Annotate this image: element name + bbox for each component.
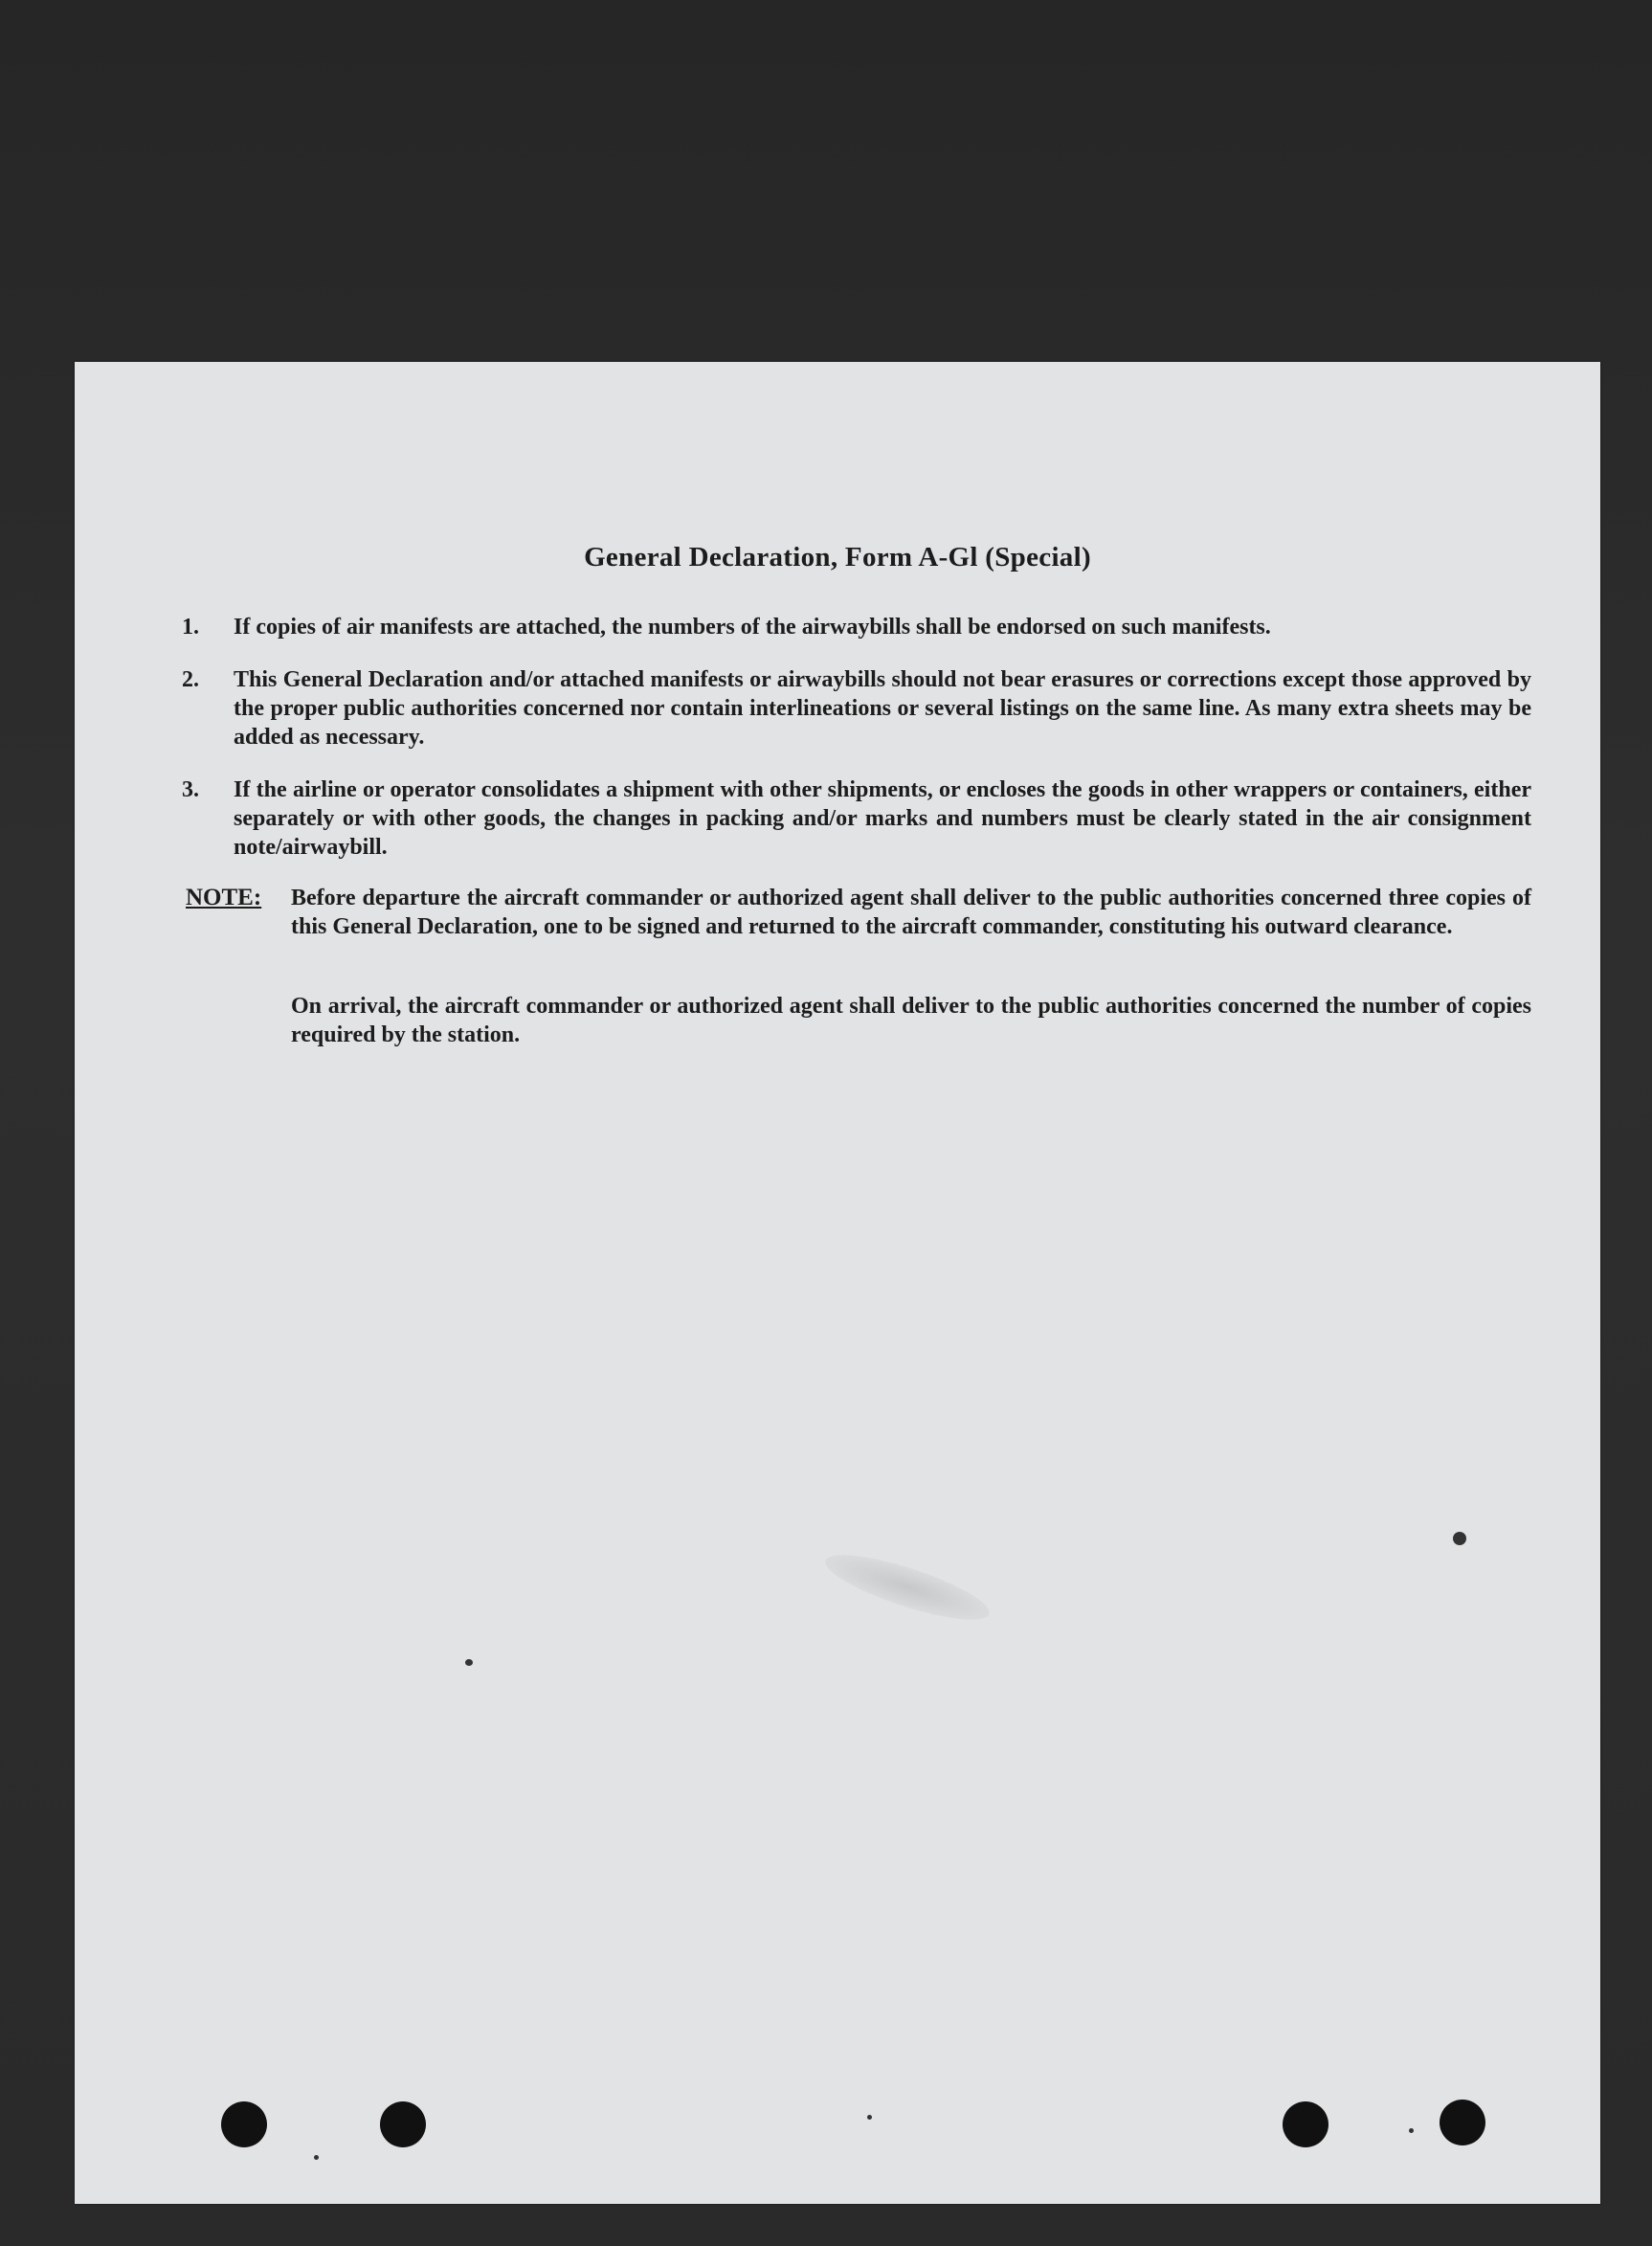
note-paragraph-1: Before departure the aircraft commander or authorized agent shall deliver to the public authorities concerned three copies of this General Declaration, one to be signed and returned to the aircraft commander, constituting his outward clearance. bbox=[291, 886, 1531, 939]
punch-hole bbox=[221, 2101, 267, 2147]
document-page bbox=[75, 362, 1600, 2204]
list-item bbox=[182, 775, 1531, 862]
item-number: 1. bbox=[182, 615, 199, 640]
item-number: 3. bbox=[182, 777, 199, 802]
list-item bbox=[182, 665, 1531, 752]
speck-mark bbox=[1453, 1532, 1466, 1545]
item-text: This General Declaration and/or attached manifests or airwaybills should not bear erasures or corrections except those approved by the proper public authorities concerned nor contain interlineations or several listings on the same line. As many extra sheets may be added as necessary. bbox=[234, 667, 1531, 750]
speck-mark bbox=[465, 1659, 473, 1666]
punch-hole bbox=[380, 2101, 426, 2147]
speck-mark bbox=[1409, 2128, 1414, 2133]
note-paragraph-2: On arrival, the aircraft commander or authorized agent shall deliver to the public authorities concerned the number of copies required by the station. bbox=[291, 994, 1531, 1047]
note-label: NOTE: bbox=[186, 885, 262, 910]
punch-hole bbox=[1440, 2100, 1485, 2145]
note-section bbox=[186, 884, 1531, 941]
speck-mark bbox=[867, 2115, 872, 2120]
item-text: If the airline or operator consolidates a shipment with other shipments, or encloses the goods in other wrappers or containers, either separately or with other goods, the changes in packing and/or marks and numbers must be clearly stated in the air consignment note/airwaybill. bbox=[234, 777, 1531, 860]
smudge-mark bbox=[819, 1542, 995, 1632]
item-text: If copies of air manifests are attached, the numbers of the airwaybills shall be endorsed on such manifests. bbox=[234, 615, 1271, 640]
speck-mark bbox=[314, 2155, 319, 2160]
note-section-2 bbox=[186, 992, 1531, 1049]
item-number: 2. bbox=[182, 667, 199, 692]
punch-hole bbox=[1283, 2101, 1328, 2147]
list-item bbox=[182, 613, 1531, 641]
page-title: General Declaration, Form A-Gl (Special) bbox=[584, 542, 1091, 573]
